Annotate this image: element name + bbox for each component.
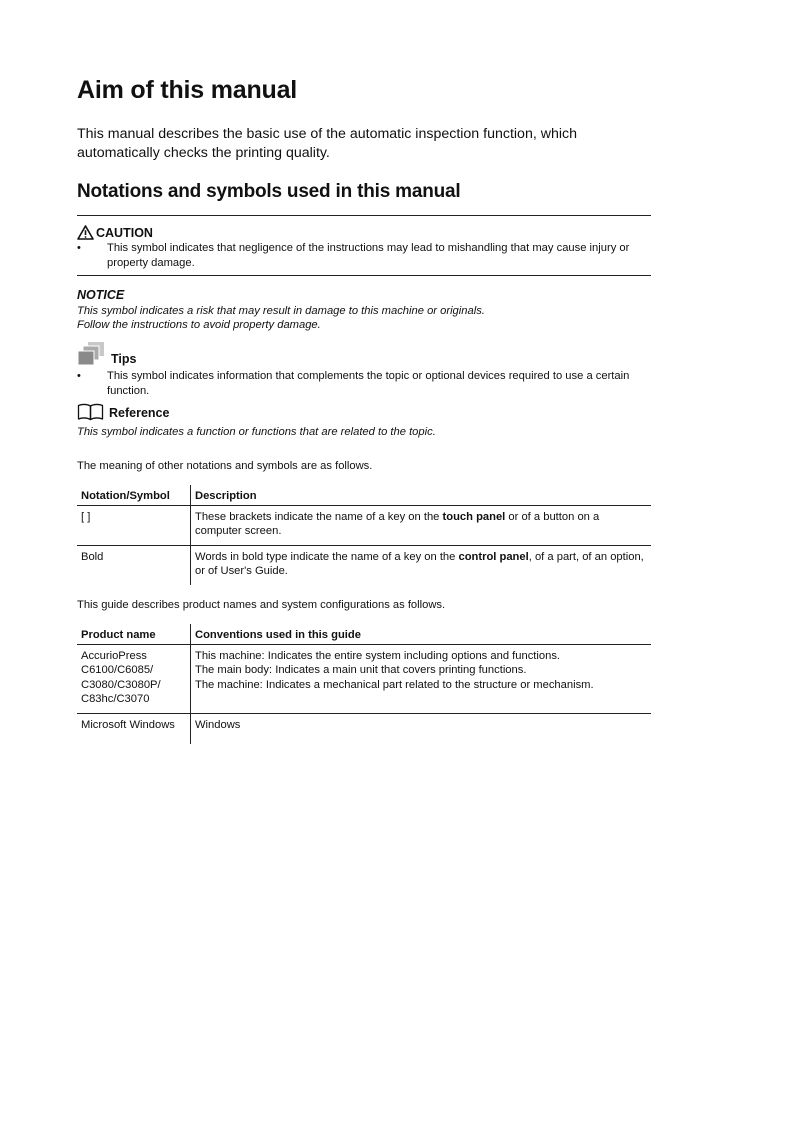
tips-title: [77, 341, 136, 367]
reference-label: Reference: [109, 405, 170, 420]
table-cell-symbol: Bold: [77, 545, 191, 585]
product-intro: This guide describes product names and system configurations as follows.: [77, 599, 446, 611]
table-row: [77, 545, 651, 585]
column-header: Conventions used in this guide: [191, 624, 652, 644]
table-cell-symbol: [ ]: [77, 505, 191, 545]
intro-paragraph: This manual describes the basic use of the automatic inspection function, which automatically checks the printing quality.: [77, 126, 577, 161]
caution-title: [77, 225, 153, 240]
tips-label: Tips: [111, 352, 137, 366]
tips-text: This symbol indicates information that complements the topic or optional devices required to use a certain function.: [107, 370, 630, 397]
notation-table: [77, 485, 651, 585]
reference-title: [77, 403, 169, 422]
description-text: or of a button on a computer screen.: [195, 510, 600, 537]
table-cell-convention: This machine: Indicates the entire system including options and functions. The main body: Indicates a main unit that covers printing functions. The machine: Indicates a mechanical part related to the structure or mechanism.: [191, 644, 652, 713]
description-text: , of a part, of an option, or of User's Guide.: [195, 550, 644, 577]
bullet-marker: •: [77, 370, 81, 382]
table-cell-description: [191, 505, 652, 545]
caution-bullet-item: [77, 241, 662, 270]
description-text: These brackets indicate the name of a key on the: [195, 510, 443, 523]
table-header-row: [77, 624, 651, 644]
notice-line-2: Follow the instructions to avoid property damage.: [77, 319, 321, 331]
table-row: [77, 713, 651, 744]
column-header: Description: [191, 485, 652, 505]
notice-line-1: This symbol indicates a risk that may result in damage to this machine or originals.: [77, 305, 485, 317]
notations-heading: Notations and symbols used in this manual: [77, 181, 461, 202]
table-cell-product: AccurioPress C6100/C6085/ C3080/C3080P/ C83hc/C3070: [77, 644, 191, 713]
bullet-marker: •: [77, 242, 81, 254]
column-header: Notation/Symbol: [77, 485, 191, 505]
open-book-icon: [77, 403, 104, 422]
column-header: Product name: [77, 624, 191, 644]
warning-triangle-icon: [77, 225, 94, 240]
description-text: Words in bold type indicate the name of a key on the: [195, 550, 459, 563]
product-table: [77, 624, 651, 744]
stacked-pages-icon: [77, 341, 105, 367]
table-cell-convention: Windows: [195, 718, 241, 731]
notice-title: NOTICE: [77, 288, 125, 302]
notation-intro: The meaning of other notations and symbols are as follows.: [77, 460, 373, 472]
tips-bullet-item: [77, 369, 662, 398]
table-cell-product: Microsoft Windows: [77, 713, 191, 744]
reference-text: This symbol indicates a function or functions that are related to the topic.: [77, 426, 436, 438]
page-title: Aim of this manual: [77, 76, 298, 104]
caution-top-rule: [77, 215, 651, 216]
description-bold-term: control panel: [458, 550, 529, 563]
table-header-row: [77, 485, 651, 505]
caution-label: CAUTION: [96, 225, 153, 240]
table-row: [77, 505, 651, 545]
table-cell-description: [191, 545, 652, 585]
description-bold-term: touch panel: [442, 510, 506, 523]
caution-text: This symbol indicates that negligence of the instructions may lead to mishandling that may cause injury or property damage.: [107, 242, 630, 269]
table-row: [77, 644, 651, 713]
caution-bottom-rule: [77, 275, 651, 276]
